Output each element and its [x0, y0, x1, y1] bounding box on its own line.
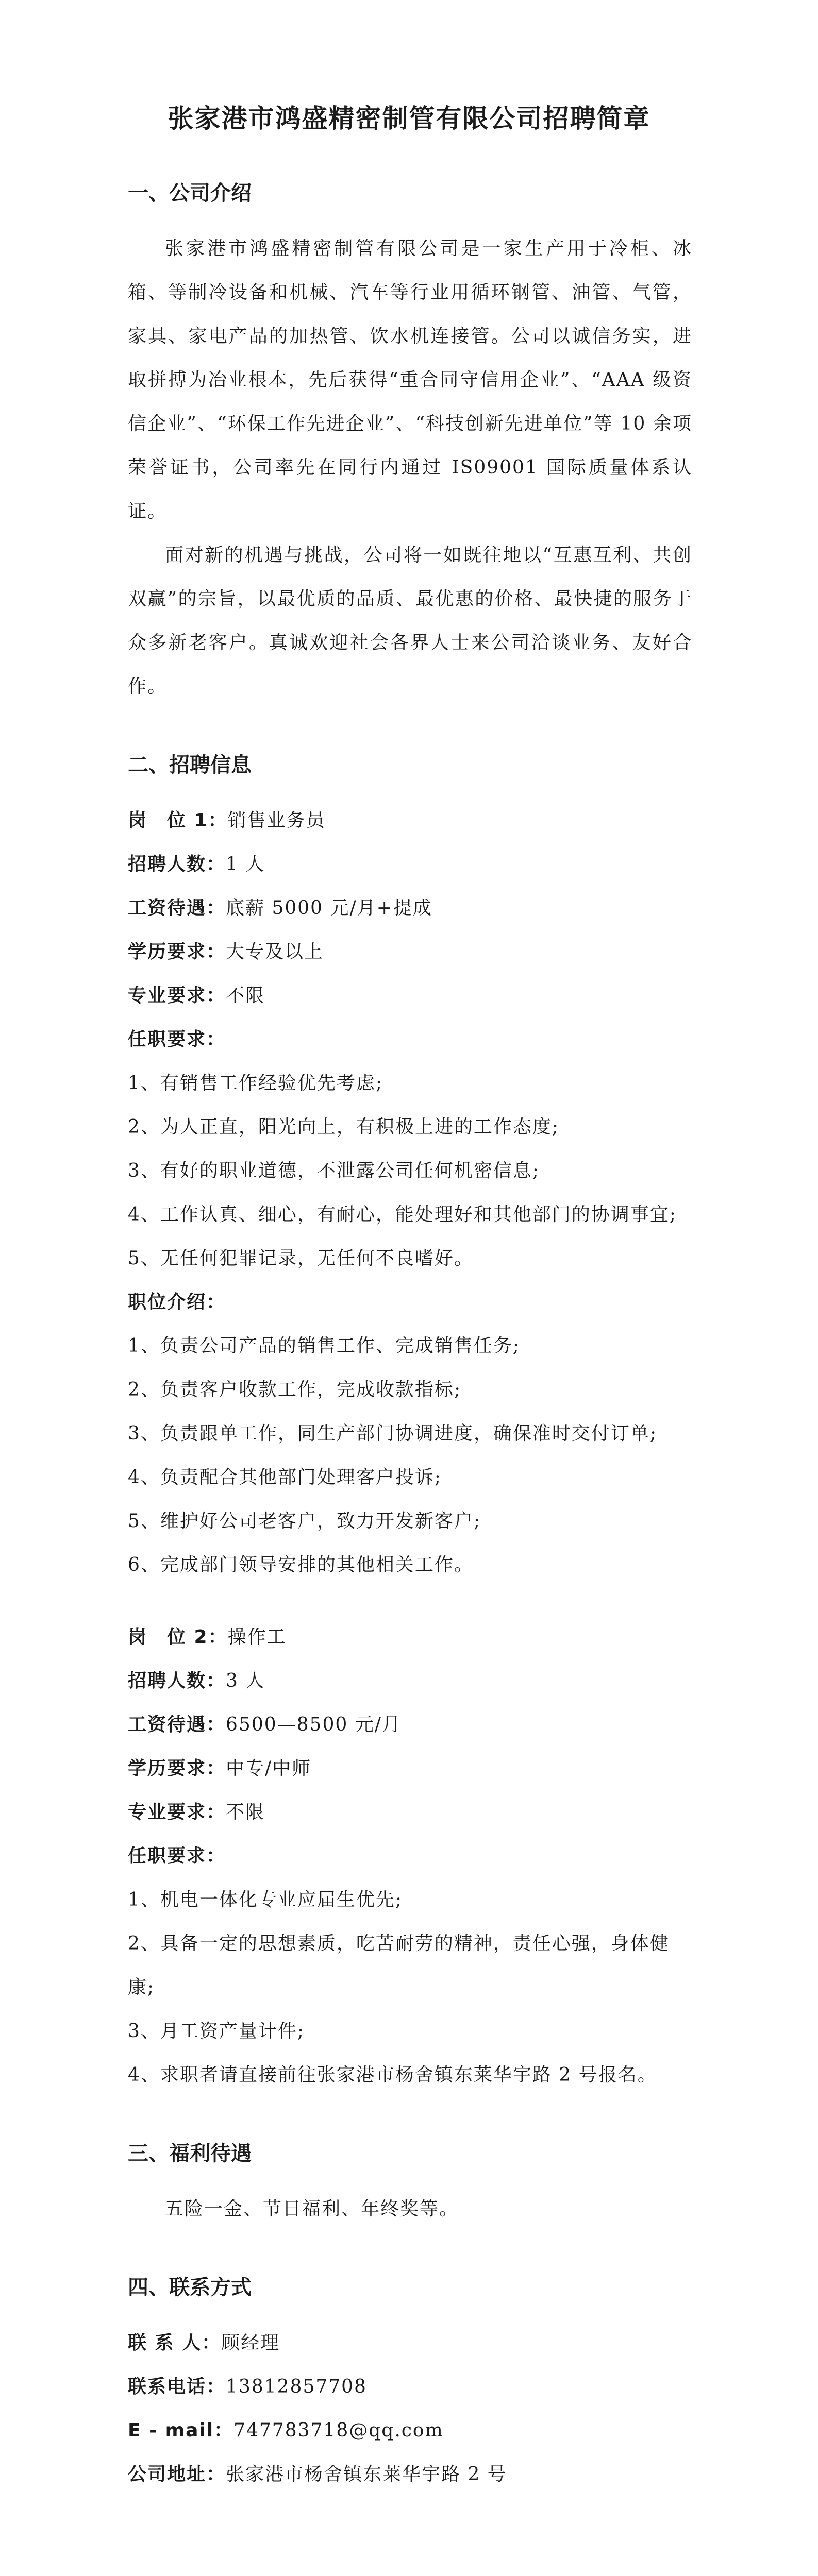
job2-requirements-title — [128, 1834, 692, 1878]
job1-count-value: 1 人 — [226, 854, 265, 875]
contact-person-value: 顾经理 — [221, 2332, 280, 2353]
contact-phone — [128, 2365, 692, 2409]
section-heading-intro: 一、公司介绍 — [128, 181, 252, 205]
contact-address-value: 张家港市杨舍镇东莱华宇路 2 号 — [226, 2464, 507, 2485]
job1-duty-item: 1、负责公司产品的销售工作、完成销售任务; — [128, 1335, 521, 1357]
welfare-text: 五险一金、节日福利、年终奖等。 — [165, 2198, 459, 2219]
job2-requirement-item: 2、具备一定的思想素质，吃苦耐劳的精神，责任心强，身体健康; — [128, 1933, 670, 1998]
job1-requirement-item: 2、为人正直，阳光向上，有积极上进的工作态度; — [128, 1116, 560, 1138]
section-heading-contact: 四、联系方式 — [128, 2276, 252, 2299]
job1-requirements-label: 任职要求： — [128, 1029, 226, 1050]
contact-address — [128, 2452, 692, 2496]
job1-major-label: 专业要求： — [128, 985, 226, 1006]
intro-paragraph-2: 面对新的机遇与挑战，公司将一如既往地以“互惠互利、共创双赢”的宗旨，以最优质的品质、最优惠的价格、最快捷的服务于众多新老客户。真诚欢迎社会各界人士来公司洽谈业务、友好合作。 — [128, 545, 692, 697]
job1-position-value: 销售业务员 — [227, 810, 326, 831]
job1-requirements-title — [128, 1018, 692, 1061]
job1-position — [128, 799, 692, 842]
contact-person-label: 联 系 人： — [128, 2332, 222, 2353]
job1-duty-item: 6、完成部门领导安排的其他相关工作。 — [128, 1554, 474, 1575]
job2-position — [128, 1615, 692, 1659]
job1-salary-label: 工资待遇： — [128, 897, 226, 919]
job2-major-label: 专业要求： — [128, 1802, 226, 1823]
job1-major — [128, 974, 692, 1018]
job1-requirement-item: 4、工作认真、细心，有耐心，能处理好和其他部门的协调事宜; — [128, 1204, 677, 1225]
job1-requirement-item: 3、有好的职业道德，不泄露公司任何机密信息; — [128, 1160, 540, 1181]
contact-email-value: 747783718@qq.com — [233, 2420, 444, 2441]
contact-person — [128, 2321, 692, 2365]
section-heading-welfare: 三、福利待遇 — [128, 2142, 252, 2165]
document-body — [128, 175, 692, 2496]
job1-duties-title — [128, 1280, 692, 1324]
job1-salary — [128, 886, 692, 930]
contact-phone-label: 联系电话： — [128, 2376, 226, 2397]
job1-count — [128, 842, 692, 886]
page-title: 张家港市鸿盛精密制管有限公司招聘简章 — [168, 104, 650, 133]
job1-salary-value: 底薪 5000 元/月+提成 — [226, 897, 432, 919]
job1-duty-item: 4、负责配合其他部门处理客户投诉; — [128, 1467, 442, 1488]
job2-salary — [128, 1703, 692, 1747]
job2-position-value: 操作工 — [227, 1626, 287, 1648]
job1-requirement-item: 5、无任何犯罪记录，无任何不良嗜好。 — [128, 1248, 474, 1269]
section-heading-recruit: 二、招聘信息 — [128, 753, 252, 777]
contact-address-label: 公司地址： — [128, 2464, 226, 2485]
job2-salary-label: 工资待遇： — [128, 1714, 226, 1735]
job2-requirement-item: 1、机电一体化专业应届生优先; — [128, 1889, 403, 1910]
job1-education-label: 学历要求： — [128, 941, 226, 962]
intro-paragraph-1: 张家港市鸿盛精密制管有限公司是一家生产用于冷柜、冰箱、等制冷设备和机械、汽车等行业用循环钢管、油管、气管，家具、家电产品的加热管、饮水机连接管。公司以诚信务实，进取拼搏为冶业根本，先后获得“重合同守信用企业”、“AAA 级资信企业”、“环保工作先进企业”、“科技创新先进单位”等 10 余项荣誉证书，公司率先在同行内通过 IS09001 国际质量体系认证。 — [128, 238, 692, 522]
job1-education-value: 大专及以上 — [226, 941, 324, 962]
job2-education-value: 中专/中师 — [226, 1758, 312, 1779]
job2-major-value: 不限 — [226, 1802, 265, 1823]
job1-duty-item: 5、维护好公司老客户，致力开发新客户; — [128, 1511, 481, 1532]
job2-count-value: 3 人 — [226, 1670, 265, 1691]
job1-position-label: 岗 位 1： — [128, 810, 228, 831]
contact-email-label: E - mail： — [128, 2420, 234, 2441]
job2-count-label: 招聘人数： — [128, 1670, 226, 1691]
contact-email — [128, 2409, 692, 2452]
job1-education — [128, 930, 692, 974]
job2-requirements-label: 任职要求： — [128, 1845, 226, 1867]
job2-requirement-item: 4、求职者请直接前往张家港市杨舍镇东莱华宇路 2 号报名。 — [128, 2064, 657, 2086]
contact-phone-value: 13812857708 — [226, 2376, 367, 2397]
job1-count-label: 招聘人数： — [128, 854, 226, 875]
job1-requirement-item: 1、有销售工作经验优先考虑; — [128, 1073, 383, 1094]
job2-count — [128, 1659, 692, 1703]
job2-education-label: 学历要求： — [128, 1758, 226, 1779]
job2-position-label: 岗 位 2： — [128, 1626, 228, 1648]
job1-duties-label: 职位介绍： — [128, 1292, 226, 1313]
job2-major — [128, 1790, 692, 1834]
job2-requirement-item: 3、月工资产量计件; — [128, 2021, 305, 2042]
job1-duty-item: 3、负责跟单工作，同生产部门协调进度，确保准时交付订单; — [128, 1423, 658, 1444]
job2-salary-value: 6500—8500 元/月 — [226, 1714, 402, 1735]
job2-education — [128, 1747, 692, 1790]
job1-duty-item: 2、负责客户收款工作，完成收款指标; — [128, 1379, 462, 1400]
job1-major-value: 不限 — [226, 985, 265, 1006]
